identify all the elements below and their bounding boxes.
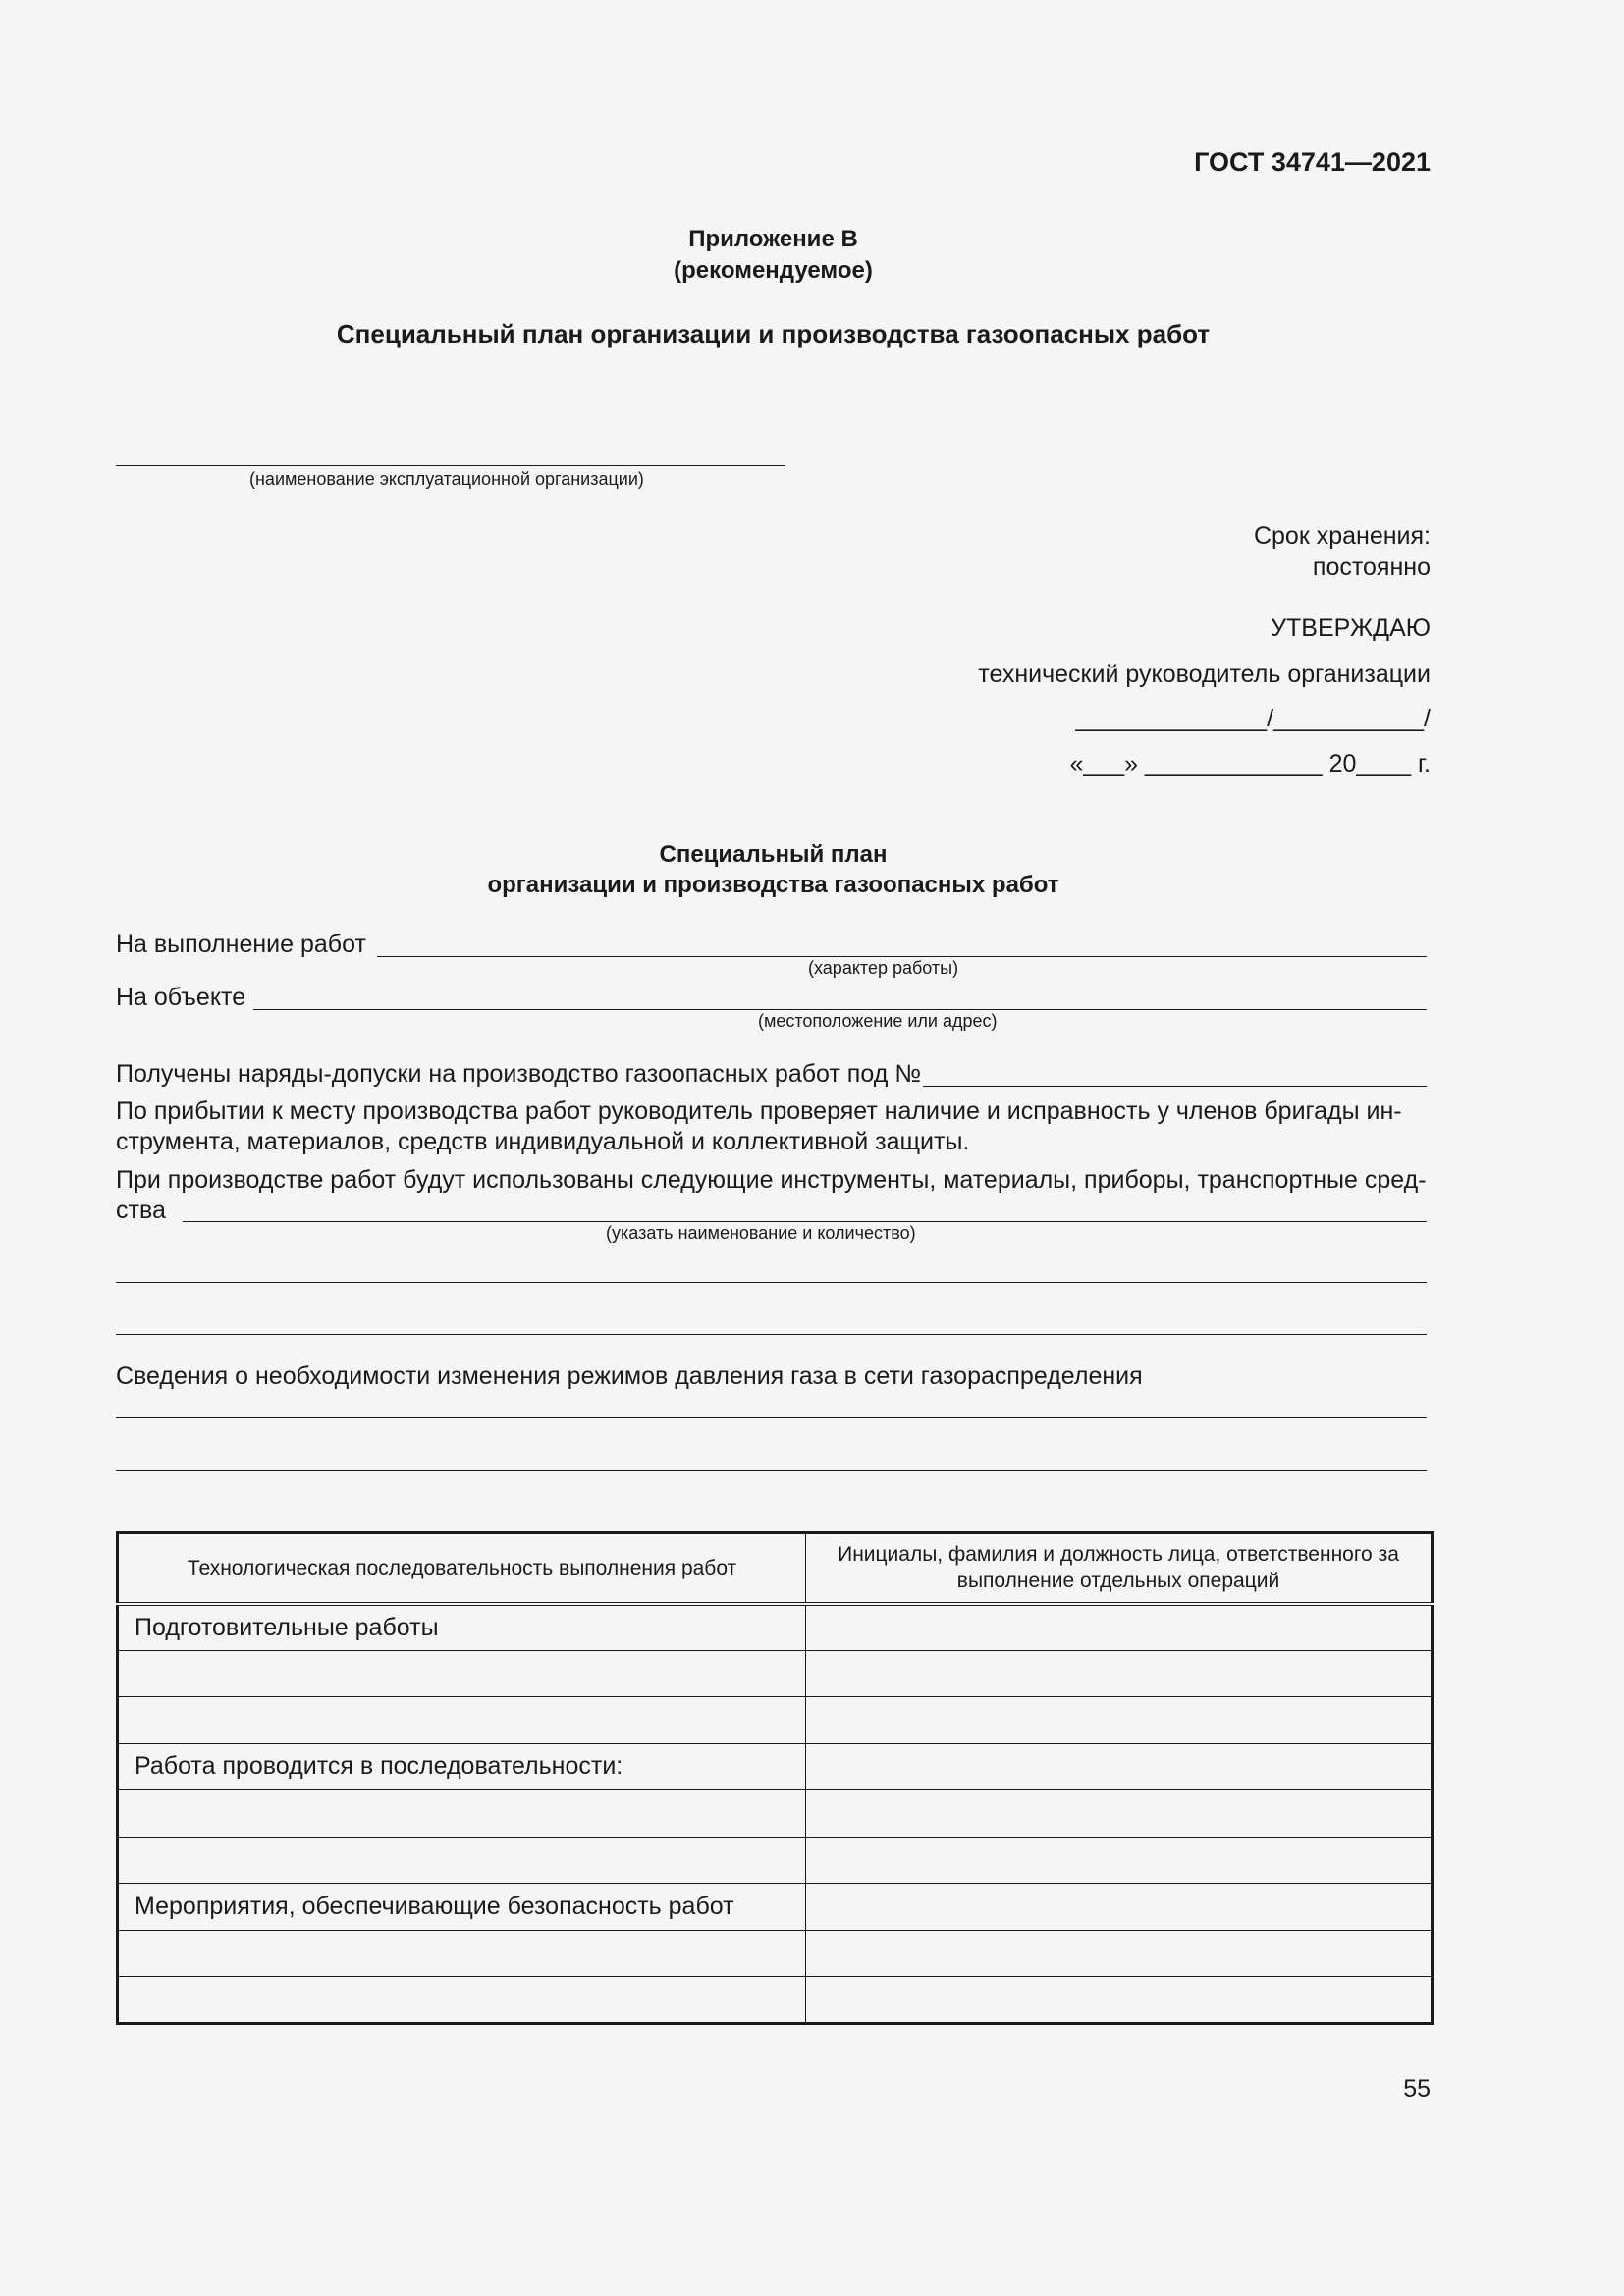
responsible-cell[interactable] [806,1884,1433,1931]
object-label: На объекте [116,984,246,1011]
work-caption: (характер работы) [808,958,959,978]
responsible-cell[interactable] [806,1790,1433,1838]
permits-text: Получены наряды-допуски на производство газоопасных работ под № [116,1060,922,1088]
table-row [118,1930,1433,1977]
object-field-line[interactable] [253,1009,1427,1010]
sequence-cell[interactable] [118,1697,806,1744]
work-field-line[interactable] [377,956,1427,957]
table-row [118,1977,1433,2024]
signature-line[interactable]: ______________/___________/ [1075,705,1431,732]
tools-text-line2: ства [116,1197,166,1224]
document-code: ГОСТ 34741—2021 [1194,147,1431,177]
table-row [118,1650,1433,1697]
retention-value: постоянно [1312,554,1431,581]
sequence-cell[interactable] [118,1650,806,1697]
sequence-cell[interactable] [118,1837,806,1884]
sequence-cell[interactable] [118,1930,806,1977]
work-sequence-table [116,1531,1434,2025]
table-row [118,1790,1433,1838]
table-row [118,1604,1433,1651]
tools-extra-line-1[interactable] [116,1282,1427,1283]
header-responsible: Инициалы, фамилия и должность лица, ответственного за выполнение отдельных операций [806,1533,1433,1604]
appendix-status: (рекомендуемое) [674,257,873,284]
plan-title-line1: Специальный план [659,841,888,868]
tools-caption: (указать наименование и количество) [606,1223,916,1243]
arrival-text-line1: По прибытии к месту производства работ руководитель проверяет наличие и исправность у членов бригады ин- [116,1097,1402,1125]
table-row [118,1697,1433,1744]
sequence-cell[interactable]: Работа проводится в последовательности: [118,1743,806,1790]
responsible-cell[interactable] [806,1930,1433,1977]
page-number: 55 [1403,2075,1431,2103]
sequence-cell[interactable] [118,1790,806,1838]
table-row [118,1743,1433,1790]
pressure-line-1[interactable] [116,1417,1427,1418]
organization-line[interactable] [116,465,785,466]
pressure-text: Сведения о необходимости изменения режимов давления газа в сети газораспределения [116,1362,1143,1390]
object-caption: (местоположение или адрес) [758,1011,998,1031]
appendix-heading: Специальный план организации и производства газоопасных работ [336,319,1211,348]
tools-field-line[interactable] [183,1221,1427,1222]
responsible-cell[interactable] [806,1650,1433,1697]
tools-extra-line-2[interactable] [116,1334,1427,1335]
retention-label: Срок хранения: [1253,522,1431,550]
header-sequence: Технологическая последовательность выполнения работ [118,1533,806,1604]
table-row [118,1837,1433,1884]
permits-number-line[interactable] [923,1086,1427,1087]
approver-position: технический руководитель организации [978,661,1431,688]
sequence-cell[interactable]: Мероприятия, обеспечивающие безопасность работ [118,1884,806,1931]
pressure-line-2[interactable] [116,1470,1427,1471]
responsible-cell[interactable] [806,1977,1433,2024]
tools-text-line1: При производстве работ будут использованы следующие инструменты, материалы, приборы, транспортные сред- [116,1166,1427,1194]
appendix-title: Приложение В [688,226,858,252]
responsible-cell[interactable] [806,1743,1433,1790]
sequence-cell[interactable] [118,1977,806,2024]
responsible-cell[interactable] [806,1604,1433,1651]
sequence-cell[interactable]: Подготовительные работы [118,1604,806,1651]
table-row [118,1884,1433,1931]
plan-title-line2: организации и производства газоопасных работ [487,872,1059,898]
approval-date[interactable]: «___» _____________ 20____ г. [1069,750,1431,777]
responsible-cell[interactable] [806,1697,1433,1744]
approval-stamp: УТВЕРЖДАЮ [1271,614,1431,642]
table-header-row [118,1533,1433,1604]
arrival-text-line2: струмента, материалов, средств индивидуальной и коллективной защиты. [116,1128,970,1155]
responsible-cell[interactable] [806,1837,1433,1884]
organization-caption: (наименование эксплуатационной организации) [249,469,644,489]
work-label: На выполнение работ [116,931,366,958]
